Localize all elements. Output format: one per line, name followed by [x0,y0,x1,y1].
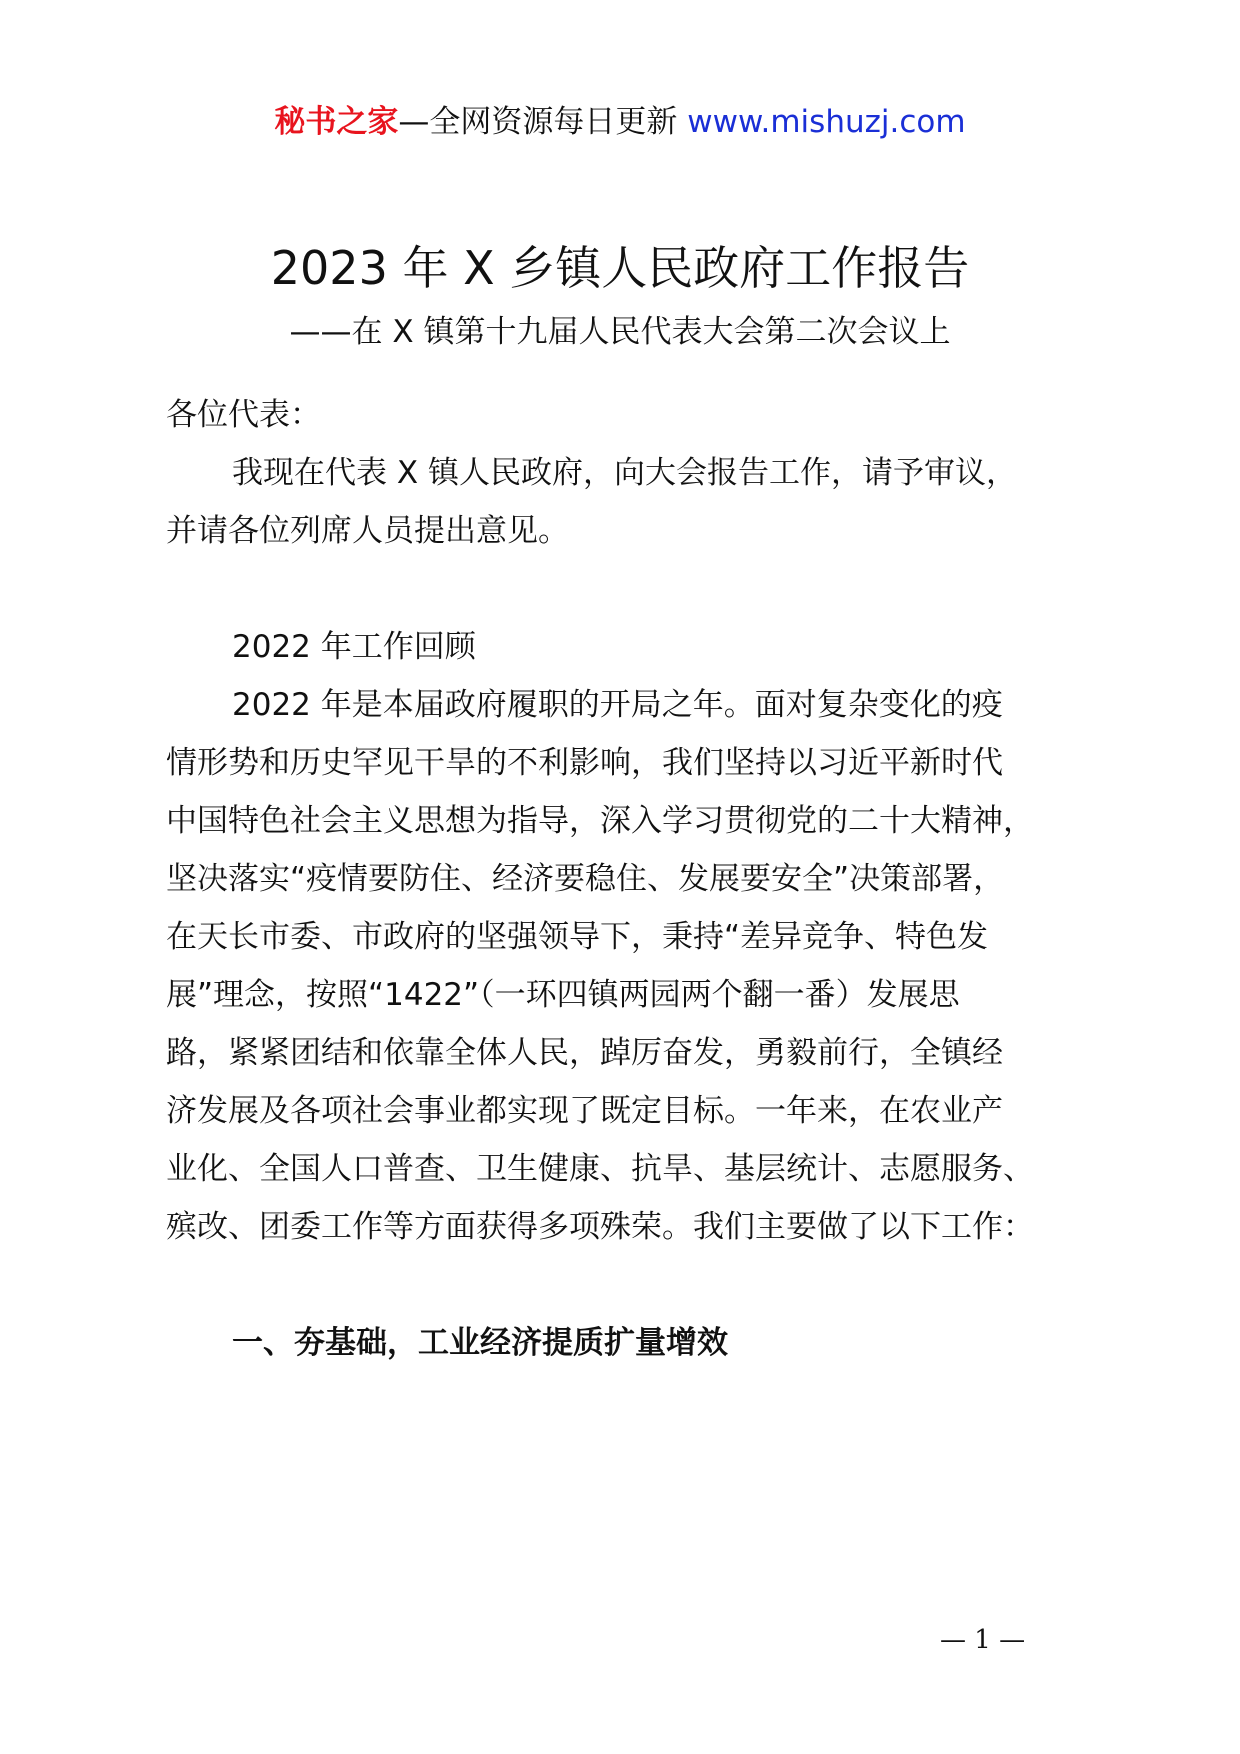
intro-line: 并请各位列席人员提出意见。 [166,513,569,549]
body-line: 展”理念，按照“1422”（一环四镇两园两个翻一番）发展思 [166,977,960,1013]
section-subheading: 一、夯基础，工业经济提质扩量增效 [232,1325,728,1361]
body-line: 业化、全国人口普查、卫生健康、抗旱、基层统计、志愿服务、 [166,1151,1034,1187]
body-line: 济发展及各项社会事业都实现了既定目标。一年来，在农业产 [166,1093,1003,1129]
site-brand: 秘书之家 [274,104,399,140]
site-tagline: —全网资源每日更新 [398,104,688,140]
site-header-banner [0,102,1240,142]
section-heading: 2022 年工作回顾 [232,629,476,665]
body-line: 在天长市委、市政府的坚强领导下，秉持“差异竞争、特色发 [166,919,989,955]
body-line: 坚决落实“疫情要防住、经济要稳住、发展要安全”决策部署， [166,861,1005,897]
body-line: 中国特色社会主义思想为指导，深入学习贯彻党的二十大精神， [166,803,1034,839]
salutation: 各位代表： [166,397,321,433]
body-line: 2022 年是本届政府履职的开局之年。面对复杂变化的疫 [232,687,1003,723]
document-subtitle: ——在 X 镇第十九届人民代表大会第二次会议上 [289,314,951,350]
body-line: 殡改、团委工作等方面获得多项殊荣。我们主要做了以下工作： [166,1209,1034,1245]
site-url-link[interactable]: www.mishuzj.com [687,104,966,140]
body-line: 路，紧紧团结和依靠全体人民，踔厉奋发，勇毅前行，全镇经 [166,1035,1003,1071]
page-number: — 1 — [940,1625,1026,1655]
document-title: 2023 年 X 乡镇人民政府工作报告 [270,241,970,295]
body-line: 情形势和历史罕见干旱的不利影响，我们坚持以习近平新时代 [166,745,1003,781]
intro-line: 我现在代表 X 镇人民政府，向大会报告工作，请予审议， [232,455,1017,491]
